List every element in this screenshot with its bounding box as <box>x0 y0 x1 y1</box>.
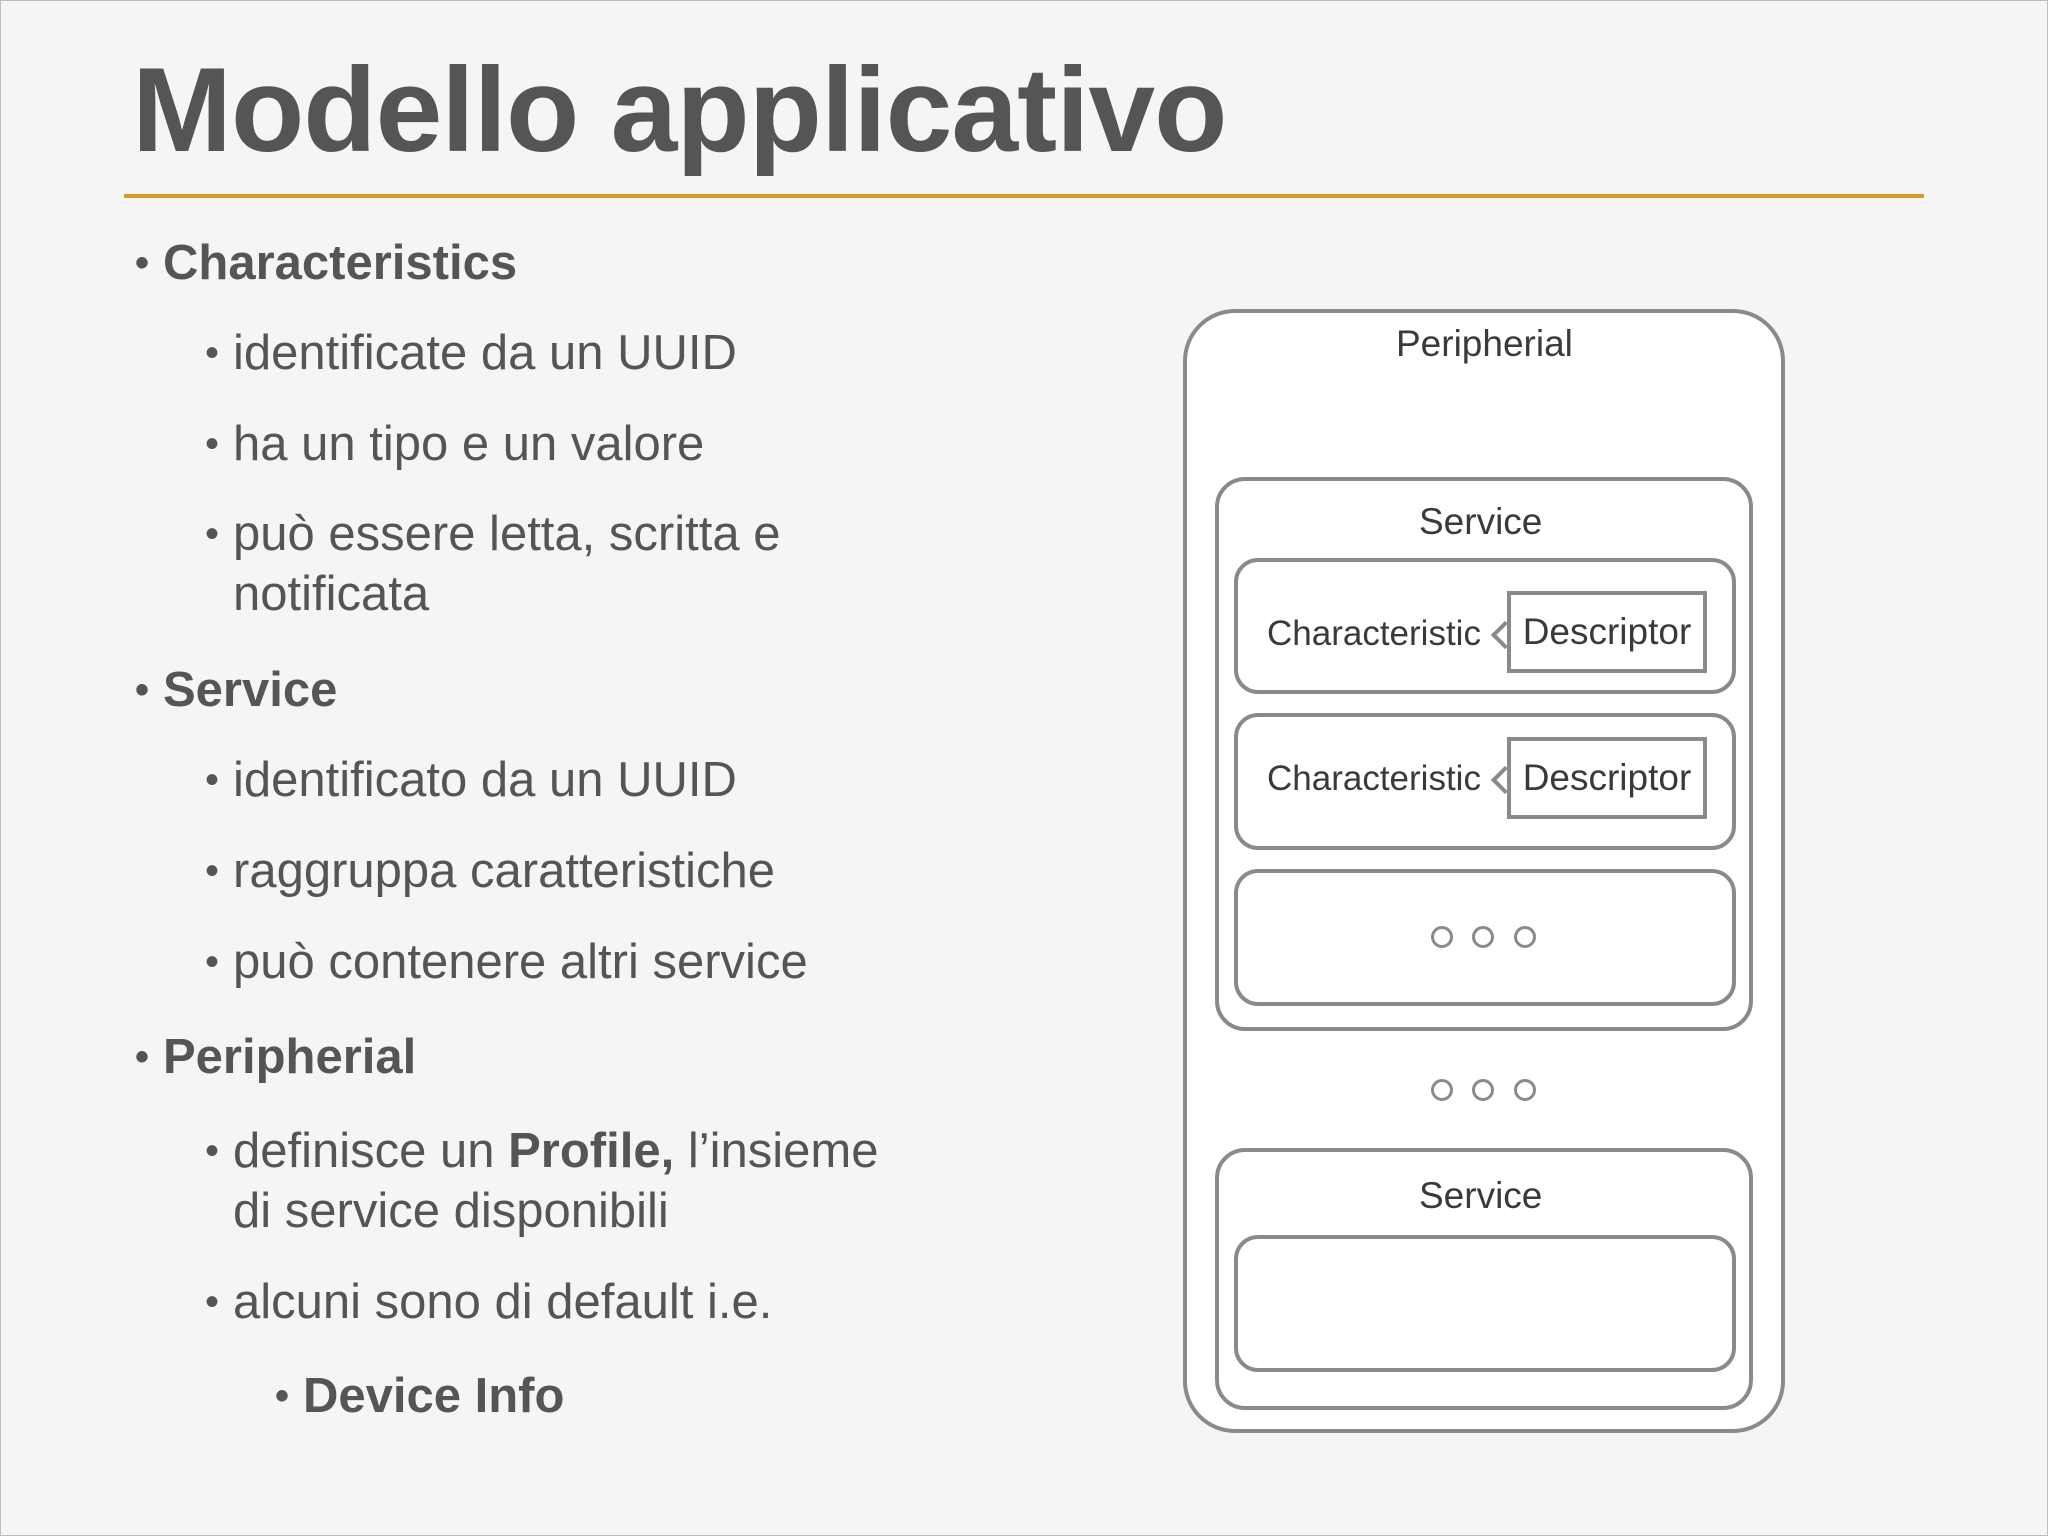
ellipsis-dot <box>1431 1079 1453 1101</box>
bullet-char-uuid <box>205 323 737 383</box>
bullet-char-rw-continued <box>233 564 429 624</box>
bullet-text: Peripherial <box>163 1030 417 1084</box>
bullet-text: raggruppa caratteristiche <box>233 844 776 898</box>
bullet-characteristics <box>135 233 518 293</box>
ellipsis-dot <box>1431 926 1453 948</box>
characteristic-box-empty <box>1234 1235 1736 1372</box>
bullet-per-profile <box>205 1121 879 1181</box>
bullet-char-type <box>205 414 705 474</box>
service-label-1: Service <box>1419 501 1543 542</box>
bullet-text-pre: definisce un <box>233 1124 509 1178</box>
bullet-text-bold: Profile, <box>508 1124 675 1178</box>
bullet-text: Characteristics <box>163 236 518 290</box>
bullet-text: Service <box>163 663 338 717</box>
bullet-text: ha un tipo e un valore <box>233 417 705 471</box>
bullet-text: può essere letta, scritta e <box>233 507 781 561</box>
bullet-dot: • <box>205 512 220 556</box>
bullet-text: notificata <box>233 567 430 621</box>
bullet-svc-group <box>205 841 776 901</box>
bullet-dot: • <box>135 241 150 285</box>
bullet-text: identificate da un UUID <box>233 326 737 380</box>
characteristic-label-1: Characteristic <box>1267 614 1481 653</box>
descriptor-box-1: Descriptor <box>1507 591 1707 673</box>
page-title: Modello applicativo <box>132 43 1227 177</box>
ellipsis-dot <box>1472 1079 1494 1101</box>
bullet-text: identificato da un UUID <box>233 753 737 807</box>
bullet-dot: • <box>205 849 220 893</box>
bullet-dot: • <box>205 1280 220 1324</box>
title-divider <box>124 194 1924 198</box>
bullet-service <box>135 660 338 720</box>
ellipsis-dot <box>1514 926 1536 948</box>
bullet-text: può contenere altri service <box>233 935 808 989</box>
ellipsis-dot <box>1514 1079 1536 1101</box>
bullet-text: Device Info <box>303 1369 565 1423</box>
bullet-svc-uuid <box>205 750 737 810</box>
bullet-dot: • <box>205 331 220 375</box>
bullet-text-post: l’insieme <box>674 1124 879 1178</box>
bullet-per-default <box>205 1272 773 1332</box>
ellipsis-dot <box>1472 926 1494 948</box>
bullet-peripherial <box>135 1027 417 1087</box>
bullet-dot: • <box>205 940 220 984</box>
service-label-2: Service <box>1419 1175 1543 1216</box>
bullet-text: di service disponibili <box>233 1184 669 1238</box>
descriptor-box-2: Descriptor <box>1507 737 1707 819</box>
bullet-dot: • <box>205 1129 220 1173</box>
peripheral-label: Peripherial <box>1396 323 1573 364</box>
bullet-dot: • <box>205 422 220 466</box>
bullet-per-profile-continued <box>233 1181 669 1241</box>
bullet-svc-nested <box>205 932 808 992</box>
characteristic-label-2: Characteristic <box>1267 759 1481 798</box>
bullet-dot: • <box>205 758 220 802</box>
bullet-dot: • <box>275 1374 290 1418</box>
bullet-dot: • <box>135 668 150 712</box>
bullet-text: alcuni sono di default i.e. <box>233 1275 773 1329</box>
bullet-char-rw <box>205 504 781 564</box>
bullet-device-info <box>275 1366 565 1426</box>
bullet-dot: • <box>135 1035 150 1079</box>
